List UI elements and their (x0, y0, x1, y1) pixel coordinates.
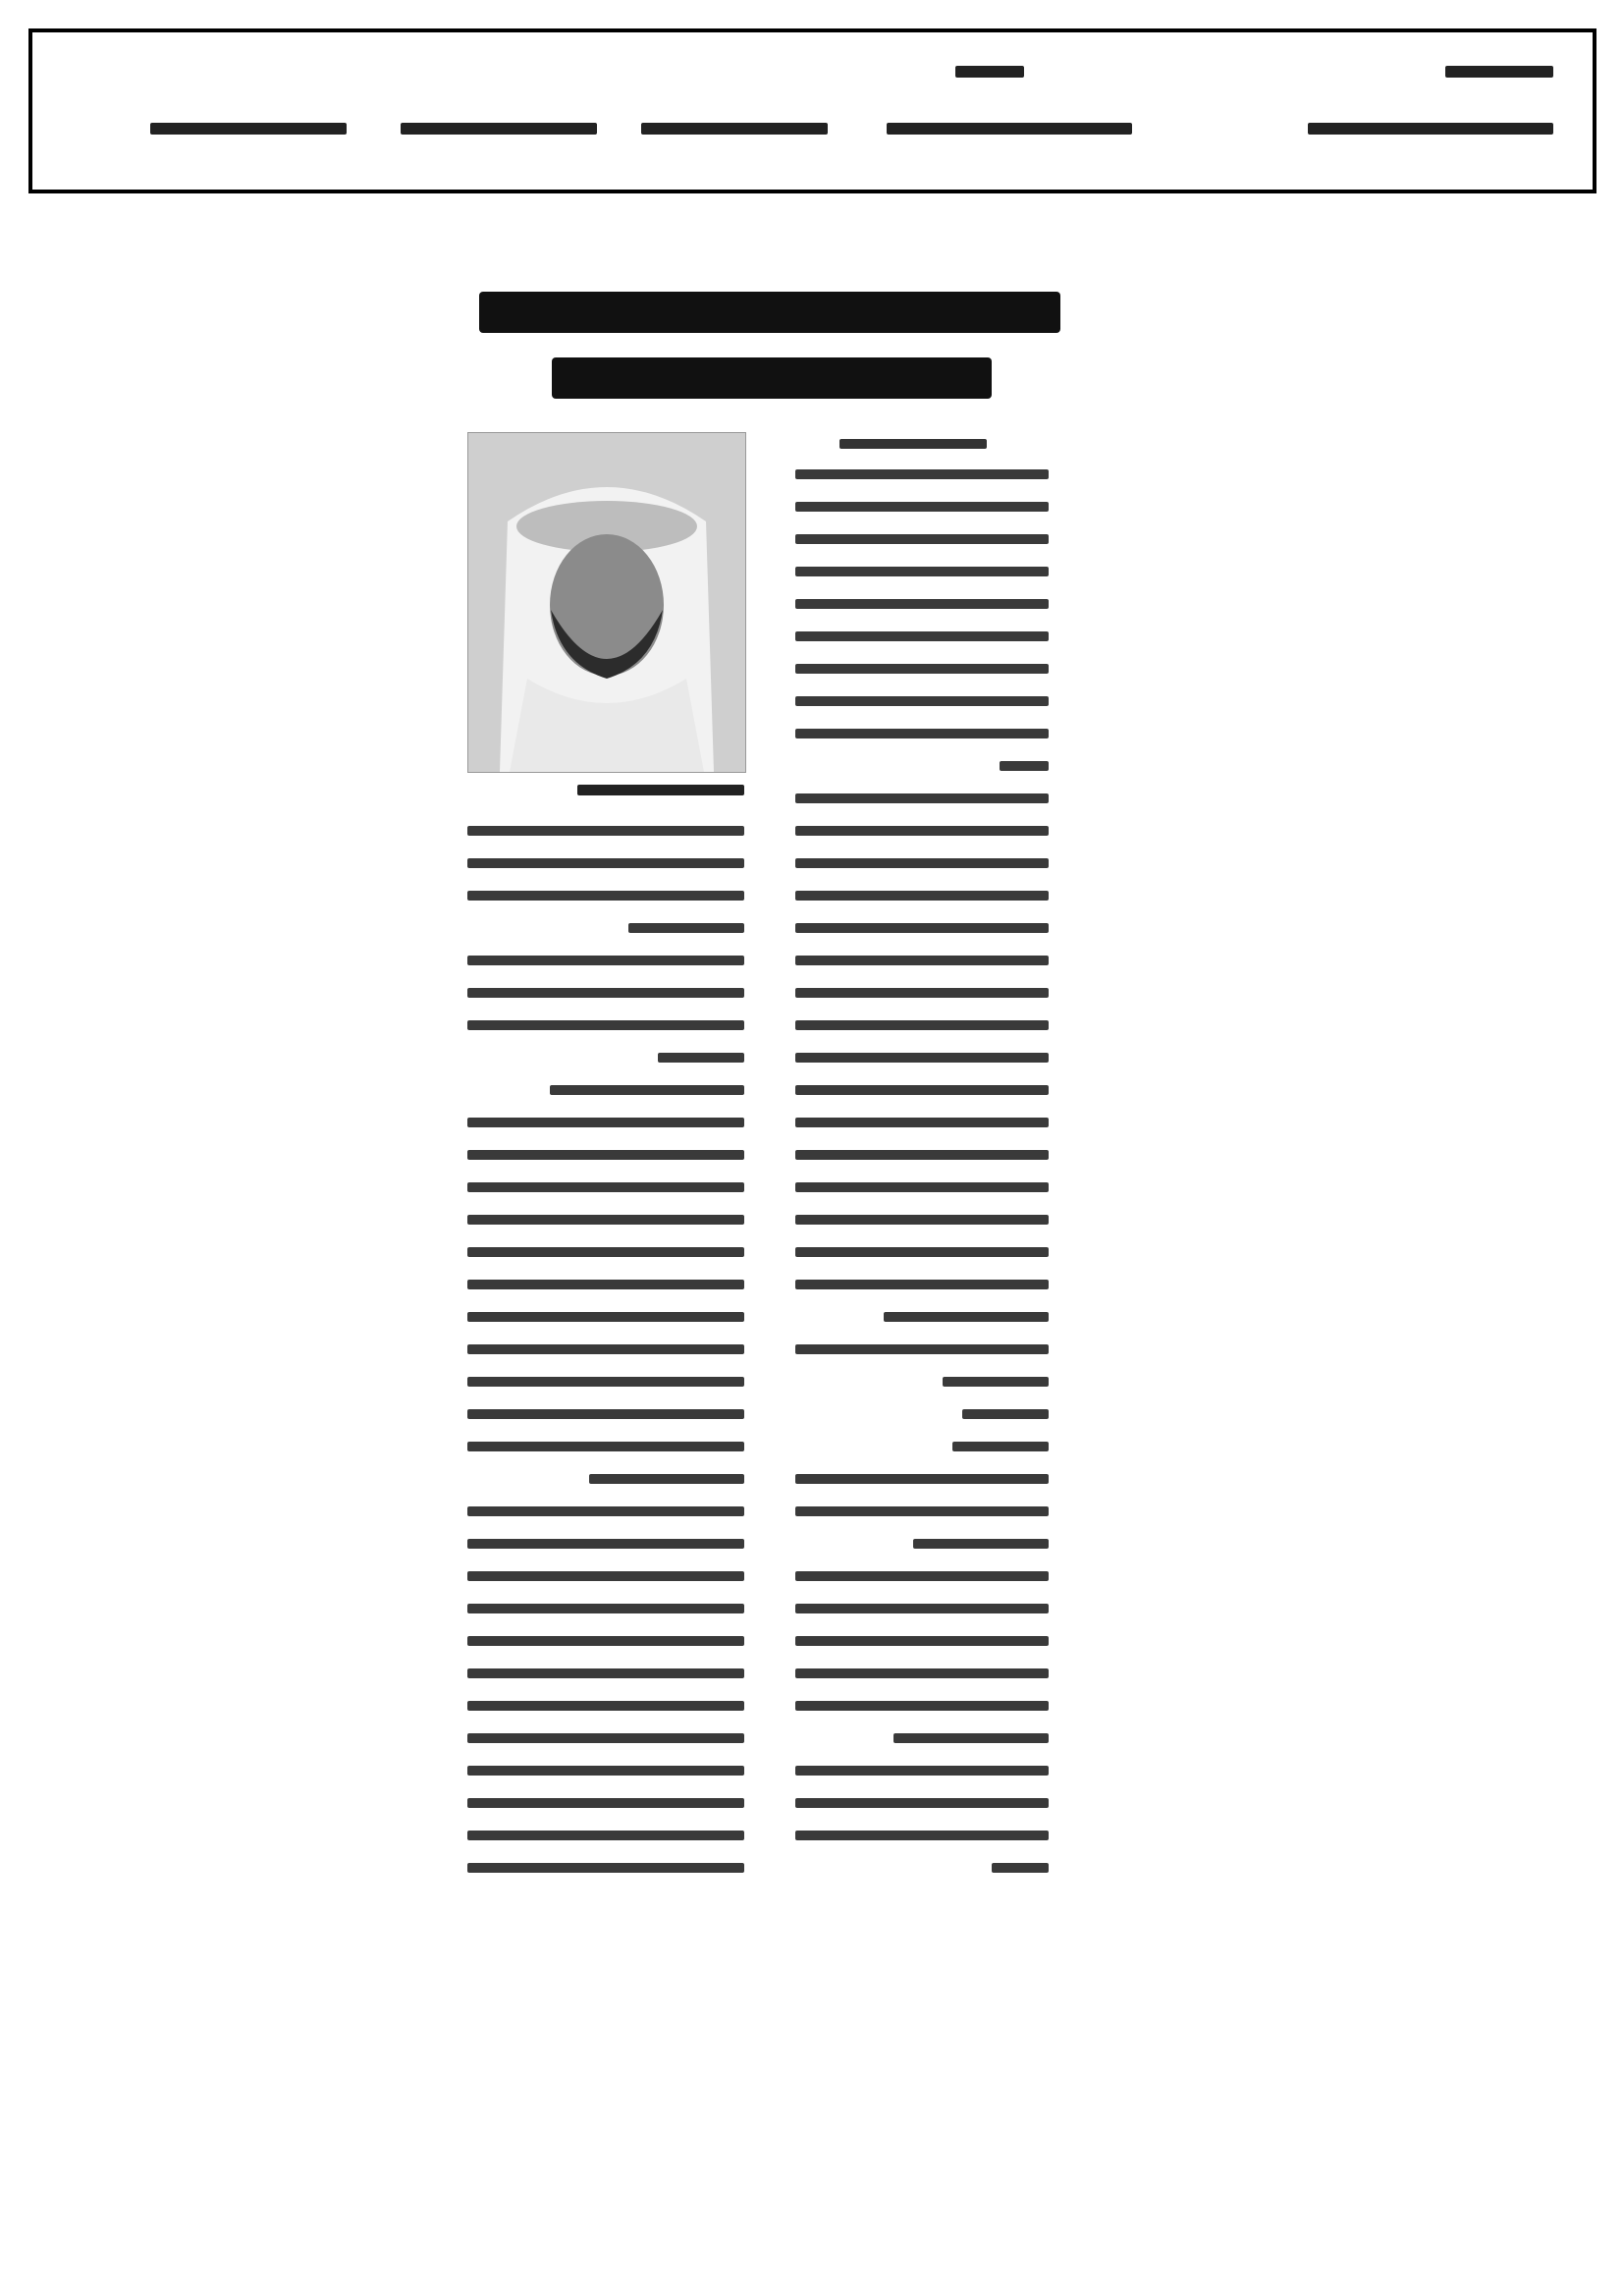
text-line (467, 1604, 744, 1613)
text-line (795, 1247, 1049, 1257)
text-line (962, 1409, 1049, 1419)
text-line (467, 1020, 744, 1030)
text-line (992, 1863, 1049, 1873)
text-line (589, 1474, 744, 1484)
text-line (467, 956, 744, 965)
text-line (795, 729, 1049, 738)
byline (839, 439, 987, 449)
text-line (795, 1182, 1049, 1192)
text-line (795, 1020, 1049, 1030)
text-line (943, 1377, 1049, 1387)
text-line (795, 1701, 1049, 1711)
text-line (795, 696, 1049, 706)
text-line (467, 1409, 744, 1419)
text-line (795, 664, 1049, 674)
text-line (467, 1636, 744, 1646)
text-line (467, 1247, 744, 1257)
portrait-photo (467, 432, 746, 773)
text-line (884, 1312, 1049, 1322)
text-line (952, 1442, 1049, 1451)
text-line (467, 1377, 744, 1387)
text-line (795, 1474, 1049, 1484)
text-line (467, 858, 744, 868)
text-line (795, 1831, 1049, 1840)
text-line (628, 923, 744, 933)
text-line (467, 1701, 744, 1711)
text-line (893, 1733, 1049, 1743)
text-line (795, 956, 1049, 965)
headline-line-2 (552, 357, 992, 399)
text-line (467, 1182, 744, 1192)
text-line (658, 1053, 744, 1063)
text-line (467, 1312, 744, 1322)
text-line (795, 1506, 1049, 1516)
text-line (795, 631, 1049, 641)
text-line (467, 1831, 744, 1840)
text-line (467, 1344, 744, 1354)
text-line (795, 1636, 1049, 1646)
text-line (467, 1442, 744, 1451)
text-line (795, 1766, 1049, 1776)
text-line (795, 1280, 1049, 1289)
text-line (795, 599, 1049, 609)
text-line (795, 826, 1049, 836)
text-line (795, 1150, 1049, 1160)
text-line (467, 1571, 744, 1581)
header-field-date (1308, 123, 1553, 135)
text-line (795, 1053, 1049, 1063)
header-field-issue (887, 123, 1132, 135)
text-line (795, 534, 1049, 544)
text-line (795, 793, 1049, 803)
header-field-page (641, 123, 828, 135)
text-line (795, 1215, 1049, 1225)
text-line (795, 858, 1049, 868)
text-line (467, 1668, 744, 1678)
text-line (467, 1150, 744, 1160)
text-line (795, 1571, 1049, 1581)
text-line (467, 988, 744, 998)
text-line (467, 1798, 744, 1808)
header-field-source (1445, 66, 1553, 78)
header-field-clip (150, 123, 347, 135)
header-field-serial (401, 123, 597, 135)
text-line (795, 1085, 1049, 1095)
text-line (795, 1798, 1049, 1808)
text-line (795, 1344, 1049, 1354)
text-line (795, 469, 1049, 479)
text-line (467, 1215, 744, 1225)
text-line (795, 988, 1049, 998)
text-line (467, 1539, 744, 1549)
text-line (467, 891, 744, 901)
text-line (913, 1539, 1049, 1549)
photo-caption (577, 785, 744, 795)
text-line (795, 567, 1049, 576)
text-line (467, 1280, 744, 1289)
text-line (795, 1118, 1049, 1127)
header-field-publication (955, 66, 1024, 78)
text-line (467, 1863, 744, 1873)
text-line (795, 1668, 1049, 1678)
text-line (467, 826, 744, 836)
text-line (467, 1506, 744, 1516)
text-line (467, 1118, 744, 1127)
portrait-illustration (468, 433, 745, 772)
header-box (28, 28, 1596, 193)
text-line (467, 1766, 744, 1776)
text-line (795, 502, 1049, 512)
text-line (795, 891, 1049, 901)
text-line (1000, 761, 1049, 771)
text-line (795, 923, 1049, 933)
text-line (795, 1604, 1049, 1613)
text-line (467, 1733, 744, 1743)
text-line (550, 1085, 744, 1095)
headline-line-1 (479, 292, 1060, 333)
